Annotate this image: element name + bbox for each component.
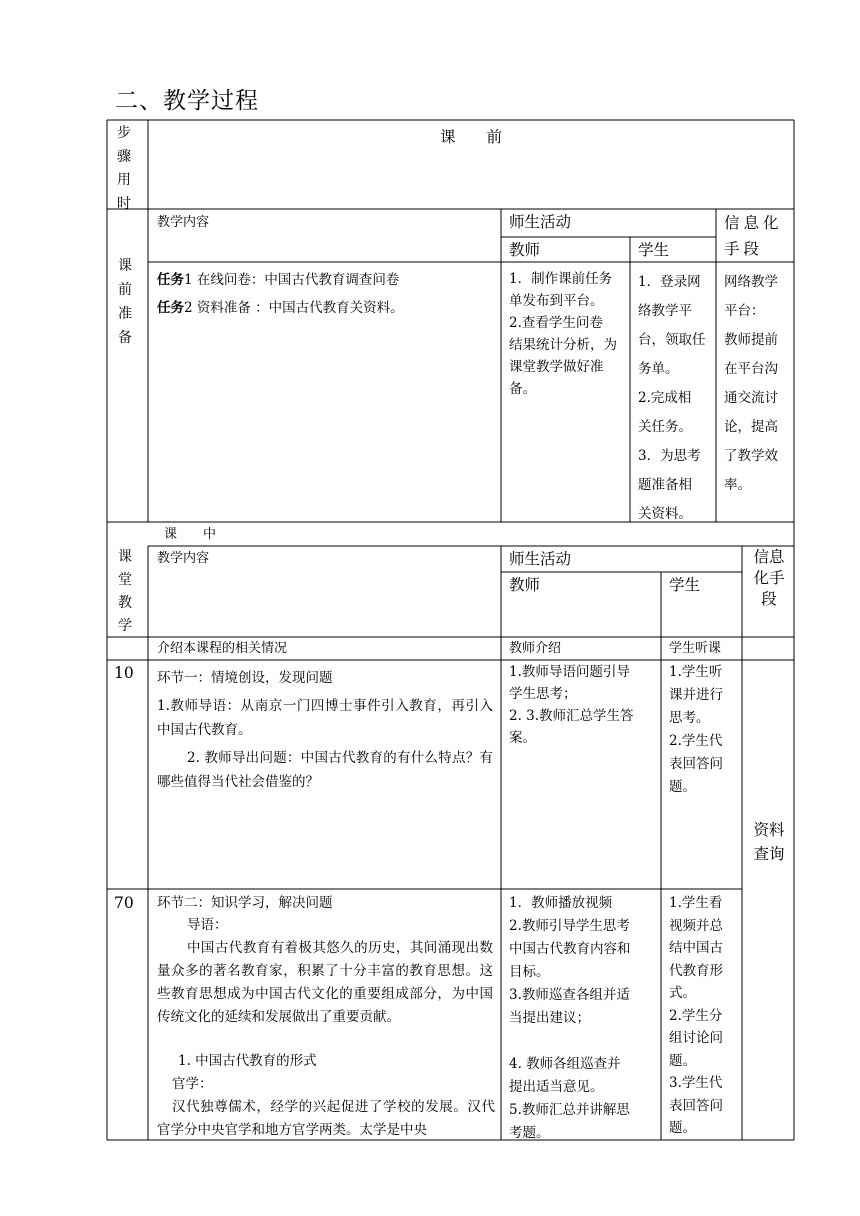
pre-col-activity-header: 师生活动	[509, 213, 572, 231]
task-1-text: 1 在线问卷：中国古代教育调查问卷	[184, 272, 400, 288]
task-1	[157, 269, 399, 291]
stage2-teacher-line: 考题。	[509, 1125, 550, 1141]
pre-teacher-line: 备。	[509, 381, 536, 397]
pre-teacher-line: 2.查看学生问卷	[509, 315, 603, 331]
stage2-teacher-line: 提出适当意见。	[509, 1079, 604, 1095]
pre-col-info-header: 信息化手段	[724, 214, 783, 258]
stage1-title: 环节一：情境创设，发现问题	[157, 670, 333, 686]
pre-student-line: 务单。	[638, 361, 679, 377]
stage2-student-line: 表回答问	[669, 1097, 723, 1114]
pre-student-line: 2.完成相	[638, 390, 692, 406]
pre-info-line: 率。	[724, 477, 751, 493]
intro-teacher: 教师介绍	[509, 641, 562, 656]
pre-info-line: 网络教学	[724, 274, 778, 290]
stage1-time: 10	[114, 664, 134, 682]
pre-student-line: 台，领取任	[638, 332, 706, 348]
pre-info-line: 平台：	[724, 303, 765, 319]
pre-student-activity	[638, 268, 706, 529]
pre-info-line: 通交流讨	[724, 390, 778, 406]
intro-content: 介绍本课程的相关情况	[157, 641, 288, 656]
task-2	[157, 297, 404, 319]
pre-info-line: 在平台沟	[724, 361, 778, 377]
stage1-teacher-line: 1.教师导语问题引导	[509, 664, 630, 680]
page-heading: 二、教学过程	[115, 88, 259, 114]
stage1-paragraph-2: 2. 教师导出问题：中国古代教育的有什么特点？有哪些值得当代社会借鉴的？	[157, 750, 493, 790]
pre-student-line: 关任务。	[638, 419, 692, 435]
stage2-teacher-line: 中国古代教育内容和	[509, 941, 631, 957]
pre-teacher-line: 1．制作课前任务	[509, 271, 613, 287]
pre-student-line: 题准备相	[638, 477, 692, 493]
pre-info-line: 了教学效	[724, 448, 778, 464]
stage2-time: 70	[114, 894, 134, 912]
pre-class-title: 课 前	[440, 128, 503, 146]
stage2-sub-heading-1: 1. 中国古代教育的形式	[178, 1053, 317, 1069]
stage1-student-line: 1.学生听	[669, 664, 723, 680]
stage2-sub-heading-2: 官学：	[172, 1076, 213, 1092]
stage1-student-line: 思考。	[669, 710, 710, 726]
stage2-teacher-activity	[509, 892, 631, 1145]
stage2-student-line: 2.学生分	[669, 1007, 723, 1024]
in-col-student-header: 学生	[669, 576, 701, 594]
pre-teacher-line: 课堂教学做好准	[509, 359, 604, 375]
stage2-teacher-line: 1．教师播放视频	[509, 895, 613, 911]
pre-student-line: 3．为思考	[638, 448, 701, 464]
step-time-header: 步骤用时	[117, 125, 131, 212]
stage1-paragraph-1: 1.教师导语：从南京一门四博士事件引入教育，再引入中国古代教育。	[157, 698, 493, 738]
pre-col-student-header: 学生	[638, 241, 670, 259]
stage2-student-line: 题。	[669, 1120, 696, 1136]
pre-student-line: 1．登录网	[638, 274, 701, 290]
stage1-teacher-activity	[509, 661, 634, 749]
pre-info-line: 论，提高	[724, 419, 778, 435]
stage2-paragraph-2: 汉代独尊儒术，经学的兴起促进了学校的发展。汉代官学分中央官学和地方官学两类。太学是中央	[157, 1099, 495, 1138]
stage1-student-line: 题。	[669, 779, 696, 795]
stage2-student-line: 3.学生代	[669, 1075, 723, 1091]
stage1-teacher-line: 2. 3.教师汇总学生答	[509, 708, 634, 724]
in-class-row-label: 课堂教学	[118, 549, 132, 634]
pre-teacher-line: 单发布到平台。	[509, 293, 604, 309]
stage2-student-activity	[669, 892, 723, 1140]
stage2-teacher-line: 2.教师引导学生思考	[509, 918, 630, 934]
stage2-title: 环节二：知识学习，解决问题	[157, 895, 333, 911]
stage2-student-line: 结中国古	[669, 940, 723, 956]
stage2-student-line: 式。	[669, 985, 696, 1001]
pre-class-row-label: 课前准备	[118, 258, 132, 346]
pre-teacher-activity	[509, 268, 617, 400]
stage1-teacher-line: 案。	[509, 730, 536, 746]
stage2-guide: 导语：	[187, 917, 228, 933]
pre-col-content-header: 教学内容	[157, 215, 210, 230]
stage1-student-activity	[669, 661, 723, 799]
stage1-student-line: 课并进行	[669, 687, 723, 703]
task-2-text: 2 资料准备 ：中国古代教育关资料。	[184, 300, 404, 316]
stage2-student-line: 题。	[669, 1052, 696, 1069]
pre-info-line: 教师提前	[724, 332, 778, 348]
stage2-student-line: 代教育形	[669, 962, 723, 979]
stage2-student-line: 视频并总	[669, 917, 723, 934]
stage2-teacher-line: 4. 教师各组巡查并	[509, 1056, 621, 1072]
stage1-teacher-line: 学生思考；	[509, 686, 577, 702]
in-col-activity-header: 师生活动	[509, 550, 572, 568]
in-class-title: 课 中	[164, 527, 217, 542]
stage2-teacher-line	[509, 1030, 631, 1053]
stage2-teacher-line: 当提出建议；	[509, 1010, 590, 1026]
task-1-label: 任务	[157, 272, 184, 288]
stage2-teacher-line: 3.教师巡查各组并适	[509, 987, 630, 1003]
pre-teacher-line: 结果统计分析，为	[509, 337, 617, 353]
stage1-student-line: 2.学生代	[669, 733, 723, 749]
stage2-teacher-line: 5.教师汇总并讲解思	[509, 1102, 630, 1118]
stage1-student-line: 表回答问	[669, 756, 723, 772]
intro-student: 学生听课	[669, 641, 722, 656]
stage2-student-line: 1.学生看	[669, 895, 723, 911]
task-2-label: 任务	[157, 300, 184, 316]
info-merged-cell: 资料查询	[753, 821, 785, 863]
pre-info-means	[724, 268, 778, 500]
in-col-teacher-header: 教师	[509, 576, 541, 594]
in-col-info-header: 信息化手段	[753, 548, 785, 608]
pre-col-teacher-header: 教师	[509, 241, 541, 259]
stage2-student-line: 组讨论问	[669, 1030, 723, 1046]
stage2-paragraph-1: 中国古代教育有着极其悠久的历史，其间涌现出数量众多的著名教育家，积累了十分丰富的教育思想。这些教育思想成为中国古代文化的重要组成部分，为中国传统文化的延续和发展做出了重要贡献。	[157, 940, 493, 1025]
pre-student-line: 关资料。	[638, 506, 692, 522]
in-col-content-header: 教学内容	[157, 551, 210, 566]
stage2-teacher-line: 目标。	[509, 964, 550, 980]
pre-student-line: 络教学平	[638, 303, 692, 319]
